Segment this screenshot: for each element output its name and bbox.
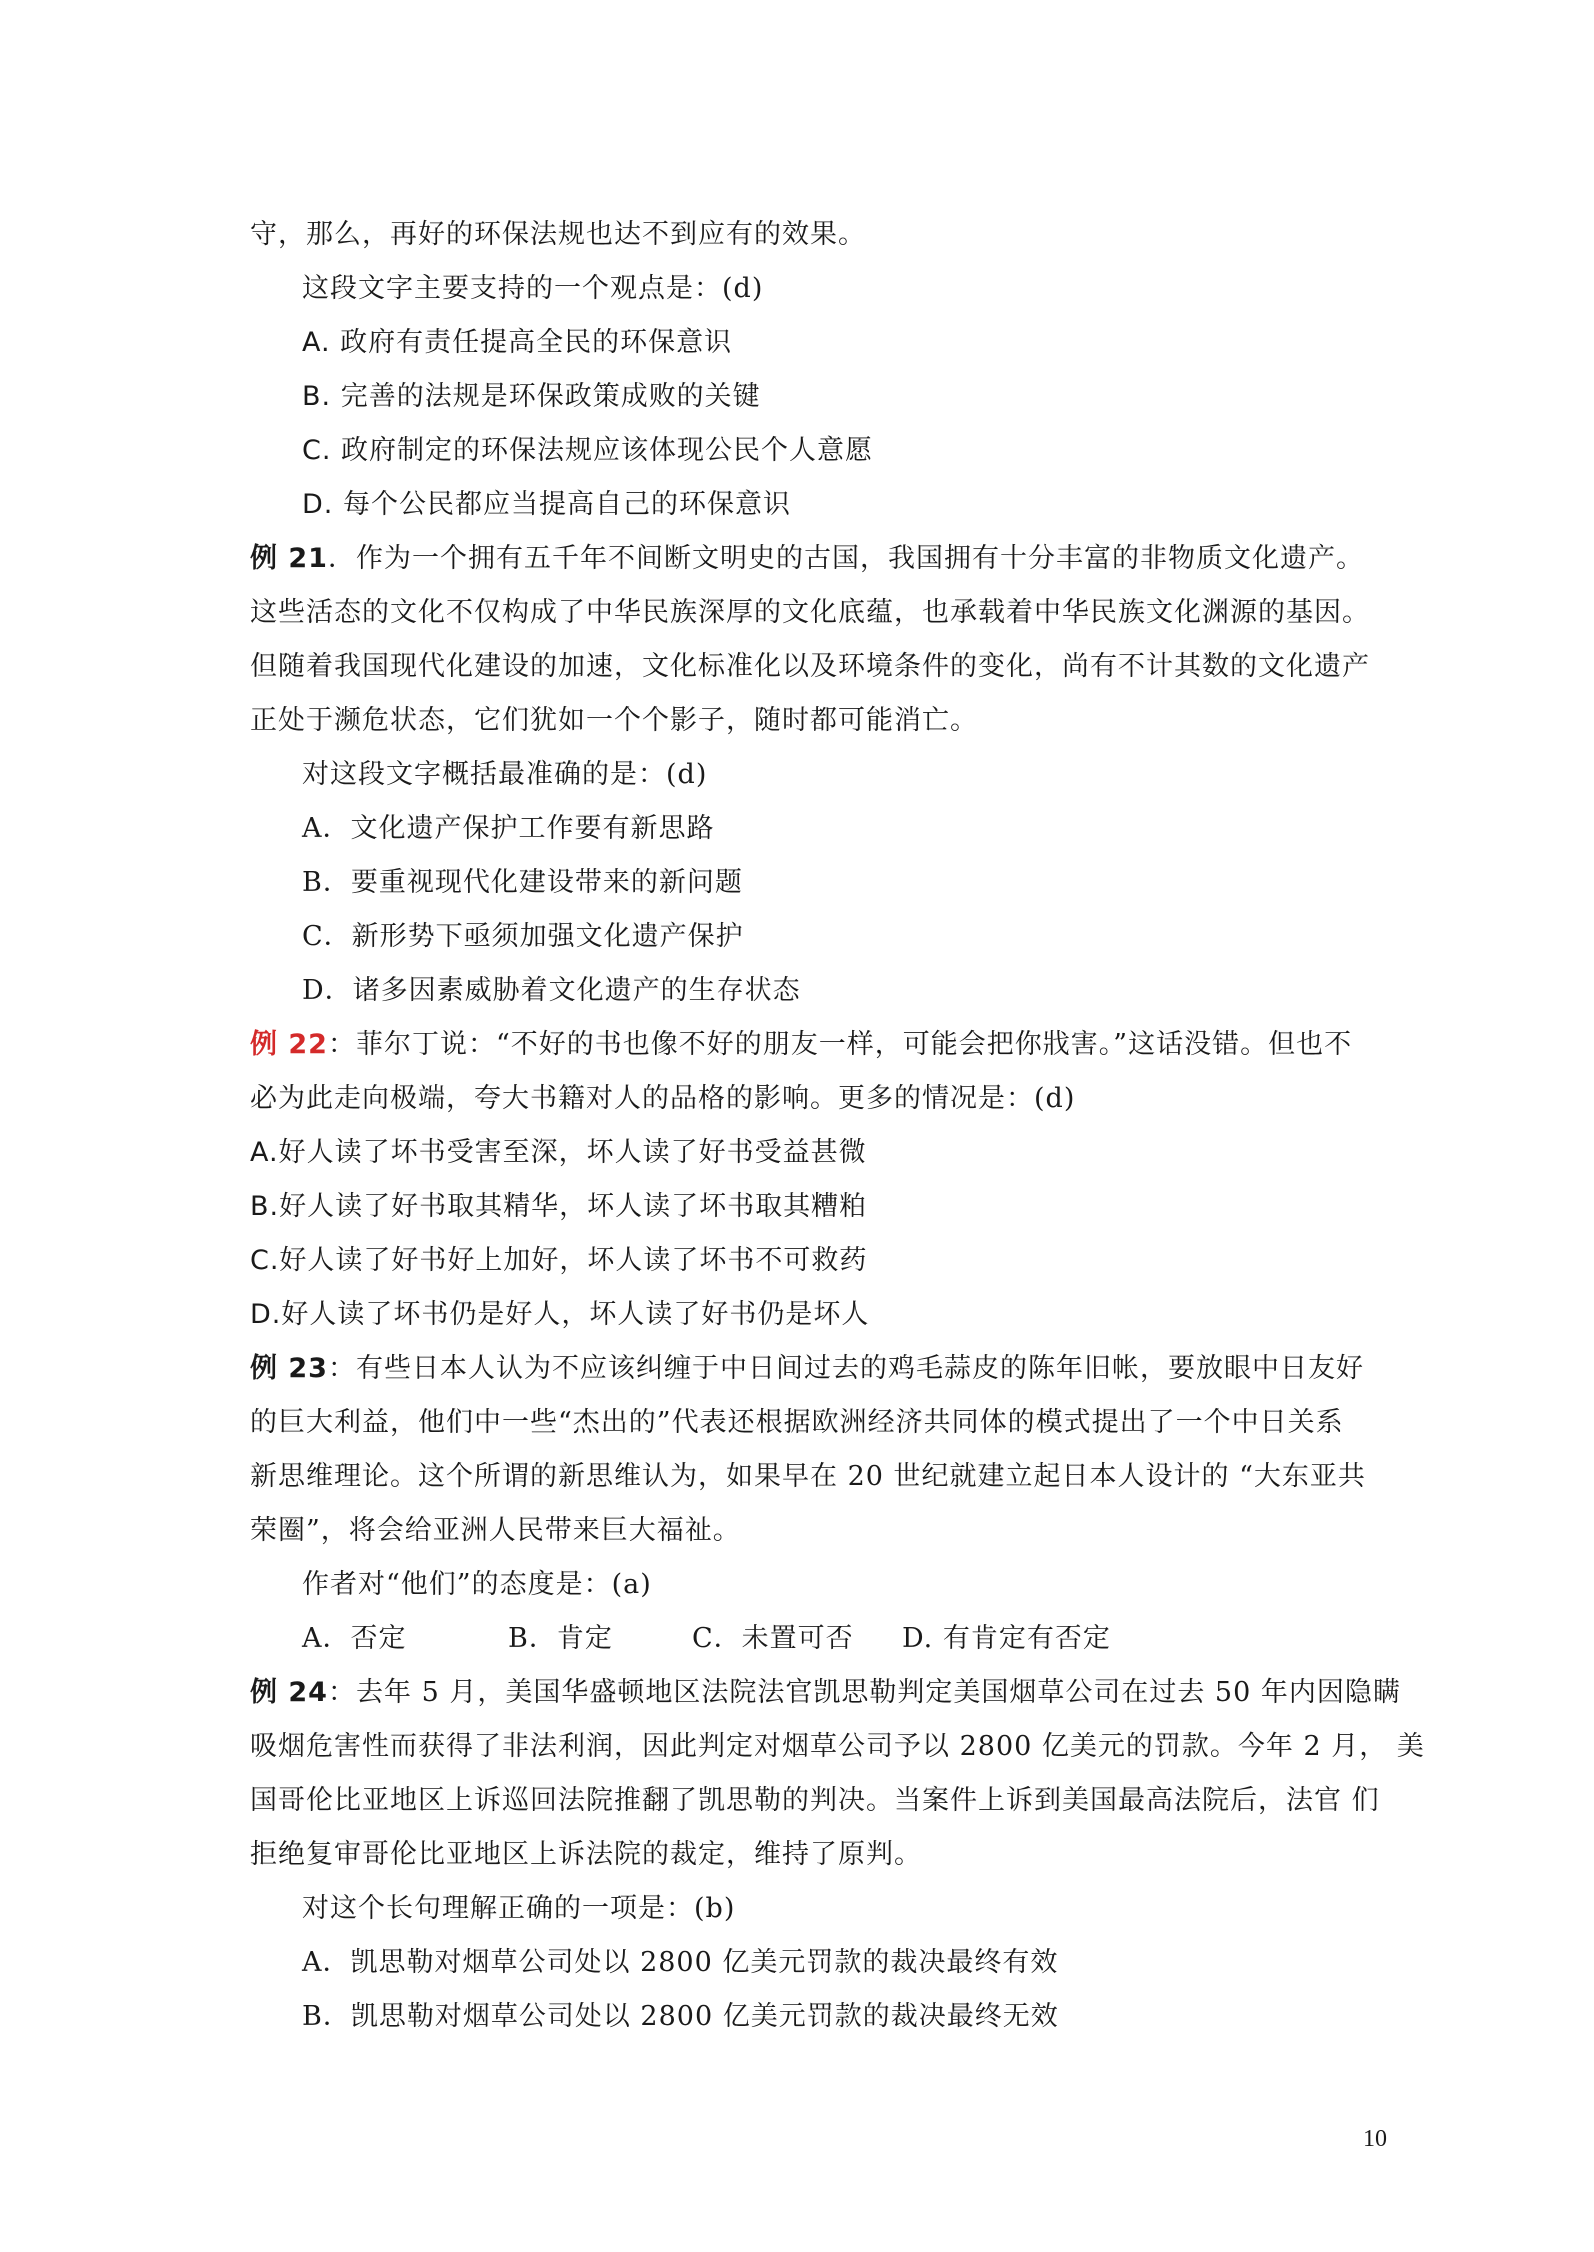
paragraph-line: 荣圈”，将会给亚洲人民带来巨大福祉。 xyxy=(250,1515,741,1546)
paragraph-line: 这些活态的文化不仅构成了中华民族深厚的文化底蕴，也承载着中华民族文化渊源的基因。 xyxy=(250,597,1370,628)
option-c: C.好人读了好书好上加好，坏人读了坏书不可救药 xyxy=(250,1245,868,1276)
question-label: 例 24 xyxy=(250,1677,328,1708)
question-prompt: 对这段文字概括最准确的是：(d) xyxy=(302,759,708,790)
option-d: D. 每个公民都应当提高自己的环保意识 xyxy=(302,489,791,520)
option-b: B．肯定 xyxy=(508,1623,613,1654)
option-d: D. 有肯定有否定 xyxy=(902,1623,1111,1654)
question-label: 例 23 xyxy=(250,1353,328,1384)
question-21-line: 例 21．作为一个拥有五千年不间断文明史的古国，我国拥有十分丰富的非物质文化遗产。 xyxy=(250,543,1364,574)
option-a: A．凯思勒对烟草公司处以 2800 亿美元罚款的裁决最终有效 xyxy=(302,1947,1059,1978)
option-a: A．否定 xyxy=(302,1623,407,1654)
paragraph-line: 但随着我国现代化建设的加速，文化标准化以及环境条件的变化，尚有不计其数的文化遗产 xyxy=(250,651,1370,682)
option-c: C．未置可否 xyxy=(692,1623,854,1654)
paragraph-line: 的巨大利益，他们中一些“杰出的”代表还根据欧洲经济共同体的模式提出了一个中日关系 xyxy=(250,1407,1344,1438)
question-prompt: 作者对“他们”的态度是：(a) xyxy=(302,1569,652,1600)
question-prompt: 这段文字主要支持的一个观点是：(d) xyxy=(302,273,764,304)
option-c: C．新形势下亟须加强文化遗产保护 xyxy=(302,921,744,952)
option-b: B.好人读了好书取其精华，坏人读了坏书取其糟粕 xyxy=(250,1191,868,1222)
question-label: 例 21 xyxy=(250,543,328,574)
paragraph-line: 吸烟危害性而获得了非法利润，因此判定对烟草公司予以 2800 亿美元的罚款。今年 2 月， 美 xyxy=(250,1731,1425,1762)
option-b: B．要重视现代化建设带来的新问题 xyxy=(302,867,743,898)
document-page xyxy=(250,208,1425,2044)
option-a: A.好人读了坏书受害至深，坏人读了好书受益甚微 xyxy=(250,1137,867,1168)
option-b: B．凯思勒对烟草公司处以 2800 亿美元罚款的裁决最终无效 xyxy=(302,2001,1059,2032)
question-22-line: 例 22：菲尔丁说：“不好的书也像不好的朋友一样，可能会把你戕害。”这话没错。但也不 xyxy=(250,1029,1353,1060)
paragraph-line: 正处于濒危状态，它们犹如一个个影子，随时都可能消亡。 xyxy=(250,705,978,736)
question-23-line: 例 23：有些日本人认为不应该纠缠于中日间过去的鸡毛蒜皮的陈年旧帐，要放眼中日友好 xyxy=(250,1353,1364,1384)
paragraph-line: 必为此走向极端，夸大书籍对人的品格的影响。更多的情况是：(d) xyxy=(250,1083,1076,1114)
question-label: 例 22 xyxy=(250,1029,328,1060)
option-b: B. 完善的法规是环保政策成败的关键 xyxy=(302,381,761,412)
paragraph-line: 国哥伦比亚地区上诉巡回法院推翻了凯思勒的判决。当案件上诉到美国最高法院后，法官 们 xyxy=(250,1785,1380,1816)
question-24-line: 例 24：去年 5 月，美国华盛顿地区法院法官凯思勒判定美国烟草公司在过去 50 年内因隐瞒 xyxy=(250,1677,1401,1708)
option-c: C. 政府制定的环保法规应该体现公民个人意愿 xyxy=(302,435,874,466)
paragraph-line: 拒绝复审哥伦比亚地区上诉法院的裁定，维持了原判。 xyxy=(250,1839,922,1870)
option-a: A．文化遗产保护工作要有新思路 xyxy=(302,813,715,844)
paragraph-line: 守，那么，再好的环保法规也达不到应有的效果。 xyxy=(250,219,866,250)
option-d: D.好人读了坏书仍是好人，坏人读了好书仍是坏人 xyxy=(250,1299,870,1330)
page-number: 10 xyxy=(1363,2126,1387,2152)
option-a: A. 政府有责任提高全民的环保意识 xyxy=(302,327,733,358)
option-d: D．诸多因素威胁着文化遗产的生存状态 xyxy=(302,975,801,1006)
options-row xyxy=(250,1612,1360,1666)
paragraph-line: 新思维理论。这个所谓的新思维认为，如果早在 20 世纪就建立起日本人设计的 “大东亚共 xyxy=(250,1461,1366,1492)
question-prompt: 对这个长句理解正确的一项是：(b) xyxy=(302,1893,736,1924)
